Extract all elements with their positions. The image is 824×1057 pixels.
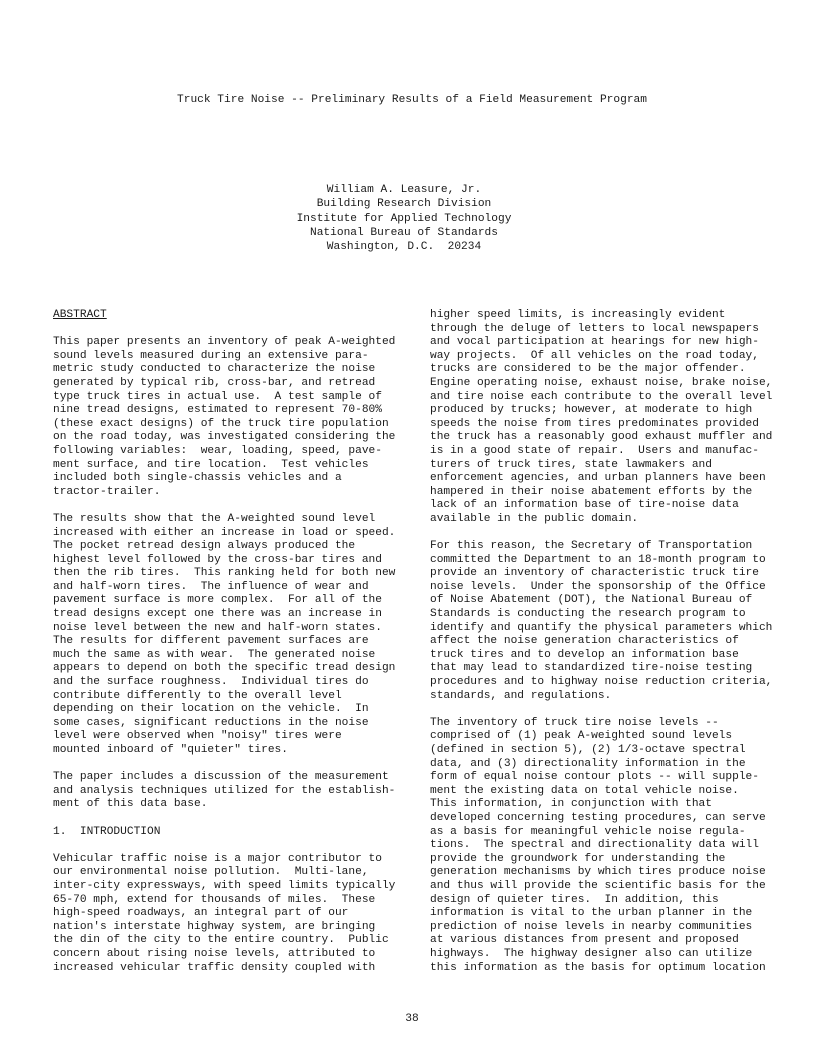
text-line: at various distances from present and proposed <box>430 934 739 947</box>
text-line: developed concerning testing procedures, can serve <box>430 811 766 824</box>
text-line: pavement surface is more complex. For all of the <box>53 594 382 607</box>
text-line: and tire noise each contribute to the overall level <box>430 390 773 403</box>
right-column <box>430 309 790 975</box>
text-line: The inventory of truck tire noise levels -- <box>430 716 719 729</box>
text-line: some cases, significant reductions in the noise <box>53 716 369 729</box>
text-line: that may lead to standardized tire-noise testing <box>430 662 753 675</box>
text-line: and thus will provide the scientific basis for the <box>430 879 766 892</box>
text-line: increased with either an increase in load or speed. <box>53 526 396 539</box>
text-line: higher speed limits, is increasingly evident <box>430 309 726 321</box>
text-line: provide an inventory of characteristic truck tire <box>430 567 759 580</box>
text-line: contribute differently to the overall level <box>53 689 342 702</box>
text-line: and the surface roughness. Individual tires do <box>53 676 369 689</box>
text-line: truck tires and to develop an information base <box>430 648 739 661</box>
text-line: metric study conducted to characterize the noise <box>53 363 376 376</box>
text-line: highest level followed by the cross-bar tires and <box>53 553 382 566</box>
text-line: on the road today, was investigated considering the <box>53 431 396 444</box>
text-line: the truck has a reasonably good exhaust muffler and <box>430 431 773 444</box>
text-line: our environmental noise pollution. Multi-lane, <box>53 866 369 879</box>
text-line: ment surface, and tire location. Test vehicles <box>53 458 369 471</box>
text-line: produced by trucks; however, at moderate to high <box>430 404 753 417</box>
affiliation-address: Washington, D.C. 20234 <box>326 241 482 254</box>
text-line: inter-city expressways, with speed limits typically <box>53 879 396 892</box>
text-line: speeds the noise from tires predominates provided <box>430 417 759 430</box>
text-line: nine tread designs, estimated to represent 70-80% <box>53 404 382 417</box>
text-line: Standards is conducting the research program to <box>430 608 746 621</box>
text-line: The paper includes a discussion of the measurement <box>53 771 389 784</box>
text-line: following variables: wear, loading, speed, pave- <box>53 444 382 457</box>
text-line: sound levels measured during an extensive para- <box>53 349 369 362</box>
text-line: depending on their location on the vehicle. In <box>53 703 369 716</box>
text-line: tions. The spectral and directionality data will <box>430 839 759 852</box>
affiliation-bureau: National Bureau of Standards <box>310 226 498 239</box>
text-line: much the same as with wear. The generated noise <box>53 648 376 661</box>
text-line: turers of truck tires, state lawmakers and <box>430 458 712 471</box>
left-column <box>53 309 409 975</box>
text-line: concern about rising noise levels, attributed to <box>53 947 376 960</box>
paragraph-gap <box>53 499 409 513</box>
text-line: data, and (3) directionality information in the <box>430 757 746 770</box>
text-line: highways. The highway designer also can utilize <box>430 947 753 960</box>
text-line: comprised of (1) peak A-weighted sound levels <box>430 730 733 743</box>
text-line: lack of an information base of tire-noise data <box>430 499 739 512</box>
text-line: and half-worn tires. The influence of wear and <box>53 580 369 593</box>
text-line: generated by typical rib, cross-bar, and retread <box>53 376 376 389</box>
affiliation-institute: Institute for Applied Technology <box>296 212 512 225</box>
text-line: This paper presents an inventory of peak A-weighted <box>53 336 396 349</box>
text-line: 65-70 mph, extend for thousands of miles. These <box>53 893 376 906</box>
text-line: tractor-trailer. <box>53 485 161 498</box>
text-line: way projects. Of all vehicles on the road today, <box>430 349 759 362</box>
author-affiliation-block <box>0 183 808 254</box>
text-line: For this reason, the Secretary of Transportation <box>430 540 753 553</box>
text-line: provide the groundwork for understanding the <box>430 852 726 865</box>
paragraph-gap <box>430 703 790 717</box>
text-line: is in a good state of repair. Users and manufac- <box>430 444 759 457</box>
paragraph-gap <box>53 812 409 826</box>
paragraph-gap <box>53 839 409 853</box>
text-line: affect the noise generation characteristics of <box>430 635 739 648</box>
text-line: Engine operating noise, exhaust noise, brake noise, <box>430 376 773 389</box>
text-line: increased vehicular traffic density coupled with <box>53 961 376 974</box>
section-heading: ABSTRACT <box>53 309 107 321</box>
text-line: the din of the city to the entire country. Public <box>53 934 389 947</box>
text-line: trucks are considered to be the major offender. <box>430 363 746 376</box>
text-line: This information, in conjunction with that <box>430 798 712 811</box>
page-number: 38 <box>405 1013 419 1025</box>
text-line: type truck tires in actual use. A test sample of <box>53 390 382 403</box>
text-line: (these exact designs) of the truck tire population <box>53 417 389 430</box>
text-line: 1. INTRODUCTION <box>53 825 161 838</box>
text-line: through the deluge of letters to local newspapers <box>430 322 759 335</box>
text-line: appears to depend on both the specific tread design <box>53 662 396 675</box>
text-line: Vehicular traffic noise is a major contributor to <box>53 852 382 865</box>
text-line: ment of this data base. <box>53 798 208 811</box>
paragraph-gap <box>430 527 790 541</box>
text-line: then the rib tires. This ranking held for both new <box>53 567 396 580</box>
text-line: this information as the basis for optimum location <box>430 961 766 974</box>
text-line: information is vital to the urban planner in the <box>430 907 753 920</box>
text-line: hampered in their noise abatement efforts by the <box>430 485 753 498</box>
text-line: procedures and to highway noise reduction criteria, <box>430 676 773 689</box>
text-line: (defined in section 5), (2) 1/3-octave spectral <box>430 744 746 756</box>
paragraph-gap <box>53 758 409 772</box>
text-line: generation mechanisms by which tires produce noise <box>430 866 766 879</box>
text-line: tread designs except one there was an increase in <box>53 608 382 621</box>
text-line: mounted inboard of "quieter" tires. <box>53 744 288 756</box>
text-line: design of quieter tires. In addition, this <box>430 893 719 906</box>
text-line: and analysis techniques utilized for the establish- <box>53 784 396 797</box>
paragraph-gap <box>53 323 409 337</box>
text-line: of Noise Abatement (DOT), the National Bureau of <box>430 594 753 607</box>
text-line: noise level between the new and half-worn states. <box>53 621 382 634</box>
text-line: committed the Department to an 18-month program to <box>430 553 766 566</box>
text-line: high-speed roadways, an integral part of our <box>53 907 349 920</box>
text-line: The results for different pavement surfaces are <box>53 635 369 648</box>
text-line: nation's interstate highway system, are bringing <box>53 920 376 933</box>
text-line: The pocket retread design always produced the <box>53 540 356 553</box>
text-line: as a basis for meaningful vehicle noise regula- <box>430 825 746 838</box>
text-line: and vocal participation at hearings for new high- <box>430 336 759 349</box>
text-line: available in the public domain. <box>430 512 639 525</box>
text-line: level were observed when "noisy" tires were <box>53 730 342 743</box>
paper-title: Truck Tire Noise -- Preliminary Results of a Field Measurement Program <box>177 94 647 106</box>
text-line: identify and quantify the physical parameters which <box>430 621 773 634</box>
text-line: The results show that the A-weighted sound level <box>53 512 376 525</box>
text-line: prediction of noise levels in nearby communities <box>430 920 753 933</box>
text-line: form of equal noise contour plots -- will supple- <box>430 771 759 784</box>
text-line: included both single-chassis vehicles and a <box>53 472 342 485</box>
text-line: ment the existing data on total vehicle noise. <box>430 784 739 797</box>
author-name: William A. Leasure, Jr. <box>326 184 482 196</box>
text-line: enforcement agencies, and urban planners have been <box>430 472 766 485</box>
affiliation-division: Building Research Division <box>316 198 492 211</box>
text-line: standards, and regulations. <box>430 689 612 702</box>
text-line: noise levels. Under the sponsorship of the Office <box>430 580 766 593</box>
